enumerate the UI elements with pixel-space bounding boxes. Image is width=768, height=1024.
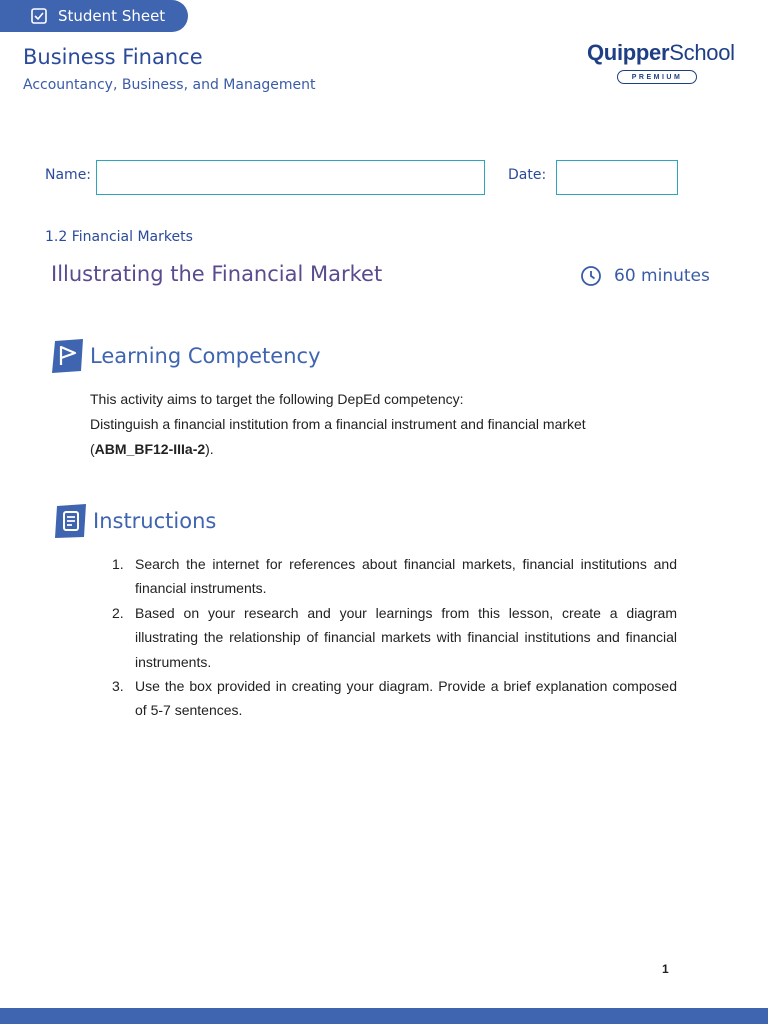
pill-label: Student Sheet	[58, 7, 166, 25]
competency-statement: Distinguish a financial institution from a financial instrument and financial market	[90, 416, 586, 432]
date-label: Date:	[508, 167, 547, 183]
duration-text: 60 minutes	[614, 266, 710, 286]
instruction-item: Based on your research and your learnings from this lesson, create a diagram illustrating the relationship of financial markets with financial institutions and financial instruments.	[135, 604, 677, 670]
notepad-icon	[53, 503, 89, 539]
competency-code: ABM_BF12-IIIa-2	[94, 441, 206, 457]
competency-code-line: (ABM_BF12-IIIa-2).	[90, 441, 214, 457]
brand-wordmark: QuipperSchool	[587, 40, 735, 65]
learning-competency-title: Learning Competency	[90, 344, 321, 368]
brand-logo	[587, 40, 735, 84]
date-field[interactable]	[556, 160, 678, 195]
instructions-heading	[53, 503, 216, 539]
brand-tier-badge: PREMIUM	[617, 70, 697, 84]
name-label: Name:	[45, 167, 92, 183]
competency-intro: This activity aims to target the following DepEd competency:	[90, 391, 464, 407]
flag-icon	[50, 338, 86, 374]
clipboard-check-icon	[30, 7, 48, 25]
page-number: 1	[662, 962, 669, 976]
instruction-list	[90, 552, 677, 723]
section-reference: 1.2 Financial Markets	[45, 229, 193, 245]
instructions-title: Instructions	[93, 509, 217, 533]
lesson-title: Illustrating the Financial Market	[51, 262, 383, 286]
clock-icon	[580, 265, 602, 287]
strand-subtitle: Accountancy, Business, and Management	[23, 77, 316, 93]
duration	[580, 265, 710, 287]
instruction-item: Use the box provided in creating your diagram. Provide a brief explanation composed of 5-7 sentences.	[135, 678, 677, 719]
student-sheet-pill	[0, 0, 188, 32]
subject-title: Business Finance	[23, 45, 203, 69]
competency-text	[90, 387, 677, 462]
learning-competency-heading	[50, 338, 321, 374]
footer-bar	[0, 1008, 768, 1024]
instruction-item: Search the internet for references about financial markets, financial institutions and financial instruments.	[135, 556, 677, 597]
name-field[interactable]	[96, 160, 485, 195]
